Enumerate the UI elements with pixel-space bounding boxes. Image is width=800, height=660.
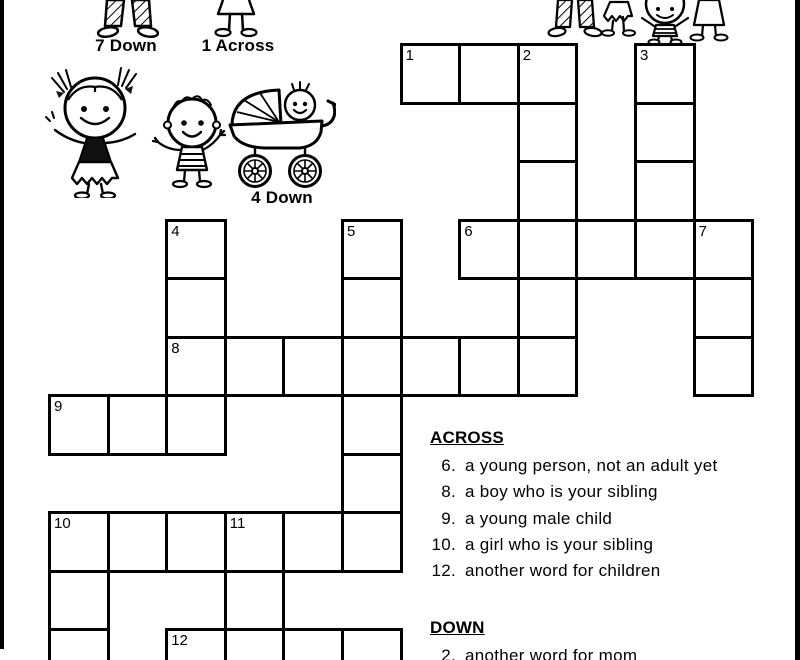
cell-number: 12 — [171, 632, 188, 649]
clue-text: a boy who is your sibling — [465, 482, 658, 502]
grid-cell[interactable] — [517, 219, 579, 281]
grid-cell[interactable] — [341, 511, 403, 573]
cell-number: 5 — [347, 222, 356, 240]
cell-number: 8 — [171, 339, 180, 357]
grid-cell-1[interactable] — [400, 43, 462, 105]
clue-number: 9. — [441, 508, 456, 528]
grid-cell[interactable] — [165, 511, 227, 573]
grid-cell-9[interactable] — [48, 394, 110, 456]
grid-cell[interactable] — [517, 277, 579, 339]
grid-cell[interactable] — [517, 336, 579, 398]
grid-cell-2[interactable] — [517, 43, 579, 105]
mother-legs-figure — [206, 0, 266, 40]
grid-cell[interactable] — [341, 277, 403, 339]
grid-cell-4[interactable] — [165, 219, 227, 281]
four-down-label: 4 Down — [251, 188, 313, 207]
clue-number: 12. — [431, 561, 456, 581]
right-edge-bar — [795, 0, 800, 660]
across-clues-section — [430, 428, 790, 587]
cell-number: 11 — [229, 515, 246, 532]
cell-number: 6 — [464, 222, 473, 240]
left-edge-bar — [0, 0, 4, 649]
across-heading: ACROSS — [430, 428, 504, 447]
grid-cell[interactable] — [224, 628, 286, 660]
grid-cell[interactable] — [634, 219, 696, 281]
cell-number: 4 — [171, 222, 180, 240]
grid-cell[interactable] — [458, 43, 520, 105]
clue-item — [430, 456, 790, 482]
cell-number: 1 — [405, 47, 414, 64]
down-clue-list — [430, 646, 790, 660]
clue-item — [430, 509, 790, 535]
grid-cell-8[interactable] — [165, 336, 227, 398]
grid-cell-7[interactable] — [693, 219, 755, 281]
grid-cell-6[interactable] — [458, 219, 520, 281]
grid-cell[interactable] — [634, 160, 696, 222]
clue-number: 2. — [441, 646, 456, 660]
clue-item — [430, 646, 790, 660]
grid-cell[interactable] — [282, 336, 344, 398]
clue-text: another word for mom — [465, 646, 638, 660]
down-clues-section — [430, 618, 790, 660]
grid-cell[interactable] — [634, 102, 696, 164]
grid-cell[interactable] — [575, 219, 637, 281]
grid-cell-5[interactable] — [341, 219, 403, 281]
cell-number: 10 — [54, 515, 71, 532]
grid-cell[interactable] — [341, 336, 403, 398]
grid-cell[interactable] — [282, 628, 344, 660]
seven-down-label: 7 Down — [95, 36, 157, 55]
father-legs-figure — [96, 0, 160, 40]
grid-cell[interactable] — [282, 511, 344, 573]
grid-cell[interactable] — [693, 277, 755, 339]
grid-cell-3[interactable] — [634, 43, 696, 105]
cell-number: 3 — [640, 47, 649, 64]
grid-cell[interactable] — [458, 336, 520, 398]
grid-cell[interactable] — [400, 336, 462, 398]
clue-item — [430, 535, 790, 561]
clue-text: a young male child — [465, 508, 613, 528]
family-group-figure — [546, 0, 736, 44]
grid-cell[interactable] — [517, 160, 579, 222]
grid-cell-10[interactable] — [48, 511, 110, 573]
clue-number: 8. — [441, 482, 456, 502]
grid-cell[interactable] — [517, 102, 579, 164]
clue-text: another word for children — [465, 561, 661, 581]
grid-cell[interactable] — [165, 394, 227, 456]
across-clue-list — [430, 456, 790, 587]
grid-cell[interactable] — [48, 570, 110, 632]
grid-cell[interactable] — [224, 336, 286, 398]
grid-cell[interactable] — [165, 277, 227, 339]
clue-number: 10. — [431, 534, 456, 554]
clue-text: a girl who is your sibling — [465, 534, 654, 554]
grid-cell[interactable] — [224, 570, 286, 632]
grid-cell[interactable] — [693, 336, 755, 398]
grid-cell[interactable] — [341, 628, 403, 660]
clue-number: 6. — [441, 456, 456, 475]
grid-cell[interactable] — [107, 511, 169, 573]
cell-number: 2 — [522, 47, 532, 64]
grid-cell-12[interactable] — [165, 628, 227, 660]
clue-item — [430, 561, 790, 587]
grid-cell[interactable] — [341, 394, 403, 456]
grid-cell[interactable] — [341, 453, 403, 515]
cell-number: 7 — [698, 222, 707, 240]
one-across-label: 1 Across — [201, 36, 275, 55]
grid-cell[interactable] — [48, 628, 110, 660]
cell-number: 9 — [54, 398, 63, 415]
grid-cell-11[interactable] — [224, 511, 286, 573]
down-heading: DOWN — [430, 618, 485, 637]
baby-stroller-figure — [222, 80, 336, 190]
girl-figure — [42, 66, 150, 198]
clue-text: a young person, not an adult yet — [465, 456, 718, 475]
grid-cell[interactable] — [107, 394, 169, 456]
clue-item — [430, 482, 790, 508]
